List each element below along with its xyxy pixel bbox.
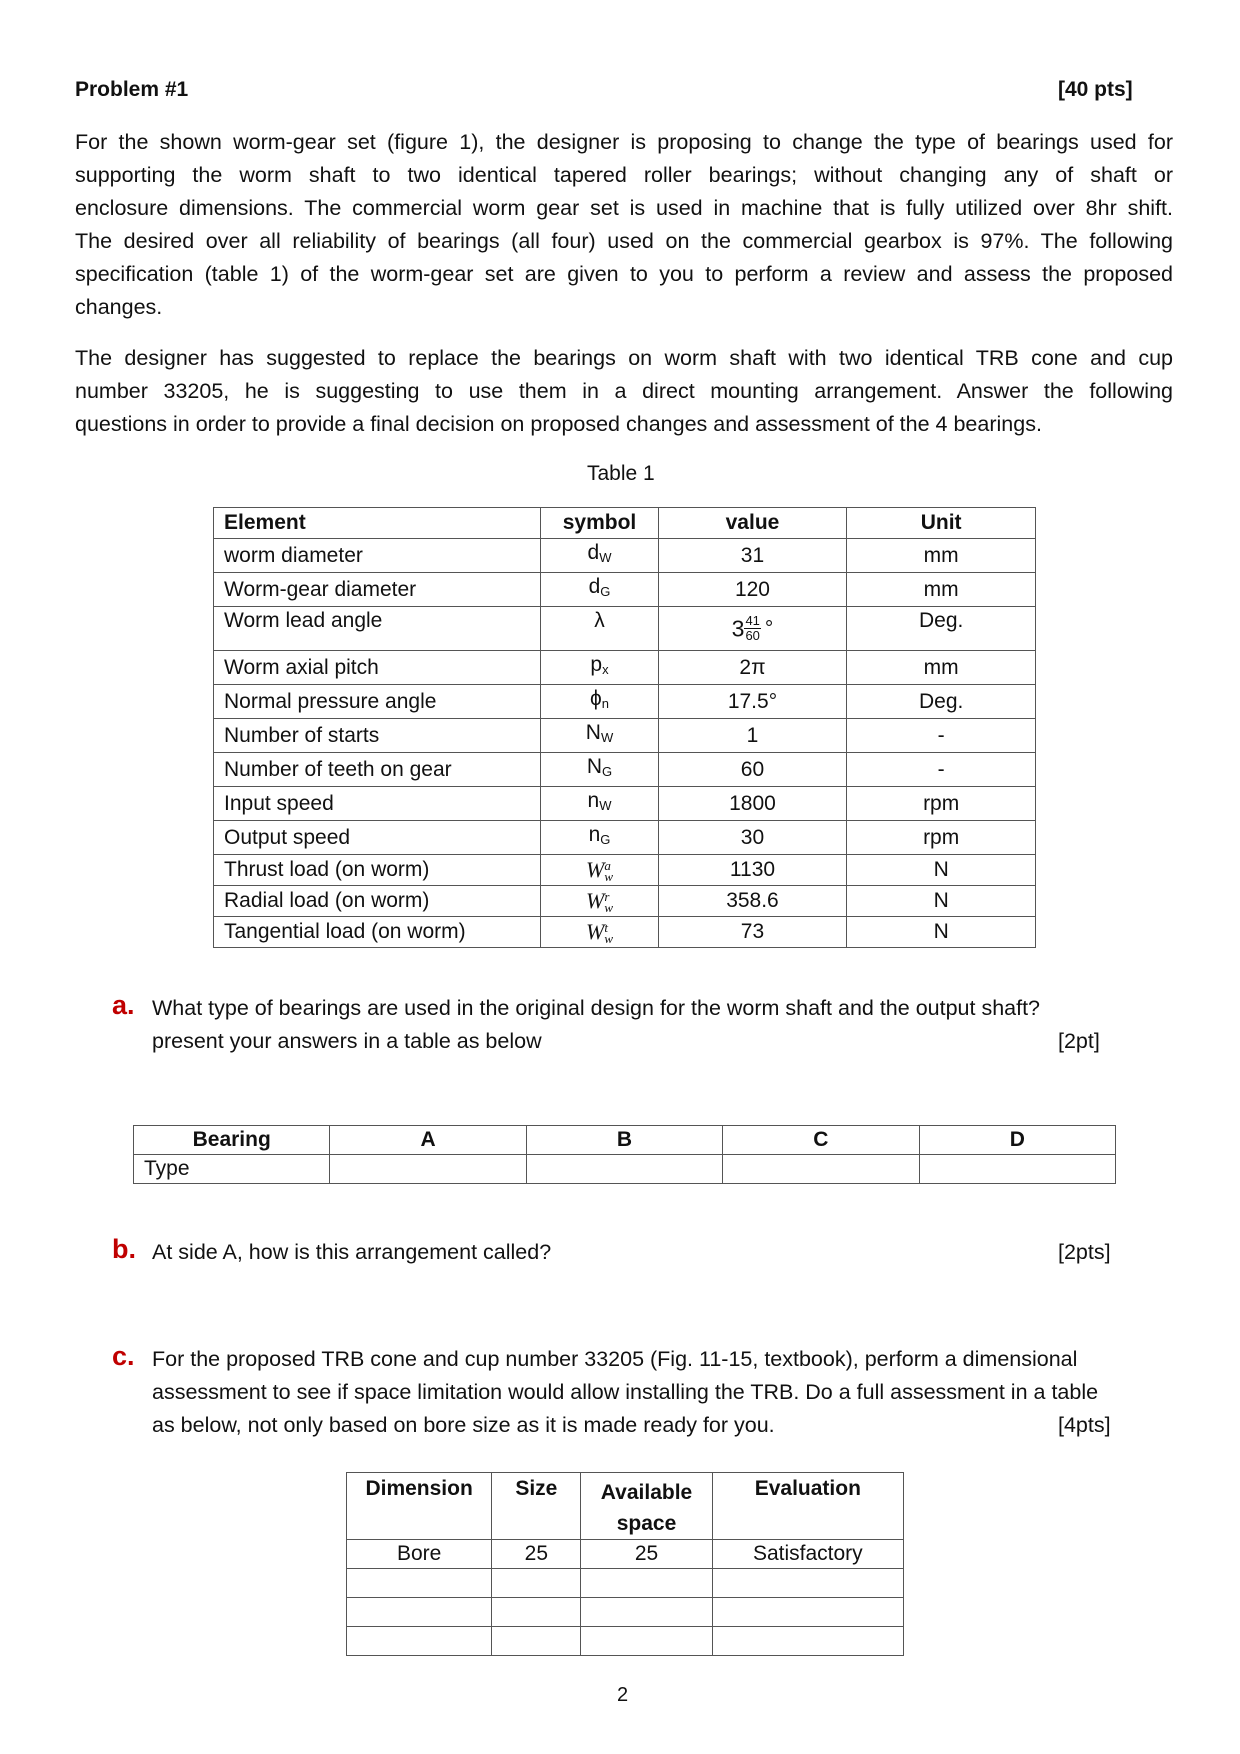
question-c-points: [4pts] bbox=[1058, 1413, 1111, 1437]
page-number: 2 bbox=[617, 1684, 629, 1706]
problem-title: Problem #1 bbox=[75, 78, 189, 101]
cell-symbol bbox=[541, 651, 658, 685]
value-degree: ° bbox=[764, 616, 774, 640]
cell-value: 73 bbox=[658, 917, 847, 948]
symbol-base: W bbox=[586, 918, 605, 944]
header-c: C bbox=[723, 1126, 919, 1155]
cell-value: 120 bbox=[658, 573, 847, 607]
intro-line: number 33205, he is suggesting to use them in a direct mounting arrangement. Answer the following bbox=[75, 379, 1173, 403]
fraction-numerator: 41 bbox=[745, 613, 760, 628]
cell-symbol bbox=[541, 886, 658, 917]
table-row bbox=[347, 1627, 904, 1656]
table-row bbox=[214, 855, 1036, 886]
header-size: Size bbox=[492, 1473, 581, 1540]
symbol-base: W bbox=[586, 887, 605, 913]
symbol-base: ϕ bbox=[590, 687, 602, 710]
intro-line: enclosure dimensions. The commercial worm gear set is used in machine that is fully utilized over 8hr shift. bbox=[75, 196, 1173, 220]
cell-unit: mm bbox=[847, 651, 1036, 685]
cell-available-space: 25 bbox=[581, 1540, 712, 1569]
value-whole: 3 bbox=[731, 615, 745, 642]
value-fraction bbox=[744, 614, 760, 643]
intro-line: changes. bbox=[75, 295, 163, 319]
symbol-base: p bbox=[590, 653, 603, 676]
cell-dimension: Bore bbox=[347, 1540, 492, 1569]
dimension-assessment-table bbox=[346, 1472, 904, 1656]
question-a-points: [2pt] bbox=[1058, 1029, 1100, 1053]
intro-line: specification (table 1) of the worm-gear set are given to you to perform a review and assess the proposed bbox=[75, 262, 1173, 286]
symbol-sub: W bbox=[599, 550, 612, 565]
table-row bbox=[214, 651, 1036, 685]
symbol-sub: W bbox=[599, 798, 612, 813]
symbol-sub: G bbox=[600, 832, 611, 847]
math-symbol bbox=[586, 856, 613, 885]
header-a: A bbox=[330, 1126, 526, 1155]
symbol-sup: r bbox=[604, 889, 610, 905]
symbol-sup: a bbox=[604, 858, 611, 874]
question-b bbox=[112, 1234, 136, 1265]
symbol-base: N bbox=[586, 755, 603, 778]
fraction-denominator: 60 bbox=[745, 628, 760, 643]
cell-symbol: λ bbox=[541, 607, 658, 651]
cell-size: 25 bbox=[492, 1540, 581, 1569]
cell-symbol bbox=[541, 685, 658, 719]
table-header-row bbox=[134, 1126, 1116, 1155]
bearing-type-table bbox=[133, 1125, 1116, 1184]
cell-symbol bbox=[541, 753, 658, 787]
table-row bbox=[214, 753, 1036, 787]
cell-element: worm diameter bbox=[214, 539, 541, 573]
cell-element: Input speed bbox=[214, 787, 541, 821]
cell-element: Number of starts bbox=[214, 719, 541, 753]
table-row bbox=[214, 886, 1036, 917]
answer-cell-a[interactable] bbox=[330, 1155, 526, 1184]
intro-paragraph-1 bbox=[75, 126, 1173, 324]
cell-element: Radial load (on worm) bbox=[214, 886, 541, 917]
row-label-type: Type bbox=[134, 1155, 330, 1184]
cell-unit: N bbox=[847, 917, 1036, 948]
cell-element: Worm-gear diameter bbox=[214, 573, 541, 607]
cell-value: 17.5° bbox=[658, 685, 847, 719]
table-row bbox=[347, 1569, 904, 1598]
cell-unit: mm bbox=[847, 539, 1036, 573]
question-c-line1: For the proposed TRB cone and cup number 33205 (Fig. 11-15, textbook), perform a dimensional bbox=[152, 1347, 1078, 1371]
table-row bbox=[214, 917, 1036, 948]
cell-unit: N bbox=[847, 886, 1036, 917]
symbol-base: W bbox=[586, 856, 605, 882]
cell-symbol bbox=[541, 573, 658, 607]
symbol-sub: w bbox=[604, 931, 613, 947]
question-c-line2: assessment to see if space limitation would allow installing the TRB. Do a full assessment in a table bbox=[152, 1380, 1099, 1404]
table-row bbox=[214, 573, 1036, 607]
cell-unit: mm bbox=[847, 573, 1036, 607]
cell-element: Tangential load (on worm) bbox=[214, 917, 541, 948]
cell-element: Number of teeth on gear bbox=[214, 753, 541, 787]
header-element: Element bbox=[214, 508, 541, 539]
cell-value: 30 bbox=[658, 821, 847, 855]
cell-dimension[interactable] bbox=[347, 1598, 492, 1627]
symbol-base: d bbox=[588, 575, 601, 598]
cell-value: 1 bbox=[658, 719, 847, 753]
cell-evaluation[interactable] bbox=[712, 1598, 903, 1627]
table-row bbox=[347, 1540, 904, 1569]
symbol-sub: W bbox=[600, 730, 614, 745]
cell-symbol bbox=[541, 787, 658, 821]
cell-dimension[interactable] bbox=[347, 1627, 492, 1656]
table-header-row bbox=[214, 508, 1036, 539]
math-symbol bbox=[586, 887, 613, 916]
symbol-sub: w bbox=[604, 869, 613, 885]
table-row bbox=[347, 1598, 904, 1627]
cell-element: Thrust load (on worm) bbox=[214, 855, 541, 886]
table-row bbox=[214, 787, 1036, 821]
specification-table bbox=[213, 507, 1036, 948]
symbol-base: n bbox=[588, 823, 601, 846]
cell-element: Normal pressure angle bbox=[214, 685, 541, 719]
header-symbol: symbol bbox=[541, 508, 658, 539]
question-a-line1: What type of bearings are used in the original design for the worm shaft and the output shaft? bbox=[152, 996, 1041, 1020]
cell-value: 358.6 bbox=[658, 886, 847, 917]
cell-value: 60 bbox=[658, 753, 847, 787]
question-a-label: a. bbox=[112, 990, 135, 1020]
question-c-line3: as below, not only based on bore size as it is made ready for you. bbox=[152, 1413, 775, 1437]
symbol-sub: x bbox=[602, 662, 609, 677]
intro-line: supporting the worm shaft to two identical tapered roller bearings; without changing any of shaft or bbox=[75, 163, 1173, 187]
table-header-row bbox=[347, 1473, 904, 1540]
symbol-base: d bbox=[587, 541, 600, 564]
question-b-points: [2pts] bbox=[1058, 1240, 1111, 1264]
header-b: B bbox=[526, 1126, 722, 1155]
cell-size[interactable] bbox=[492, 1569, 581, 1598]
header-evaluation: Evaluation bbox=[712, 1473, 903, 1540]
header-available-space: Available space bbox=[581, 1473, 712, 1540]
symbol-sub: G bbox=[600, 584, 611, 599]
symbol-sup: t bbox=[604, 920, 608, 936]
question-b-label: b. bbox=[112, 1234, 136, 1264]
cell-available-space[interactable] bbox=[581, 1598, 712, 1627]
symbol-base: N bbox=[585, 721, 601, 744]
symbol-sub: n bbox=[601, 696, 609, 711]
header-bearing: Bearing bbox=[134, 1126, 330, 1155]
cell-symbol bbox=[541, 539, 658, 573]
answer-cell-c[interactable] bbox=[723, 1155, 919, 1184]
math-symbol bbox=[586, 918, 613, 947]
cell-evaluation[interactable] bbox=[712, 1569, 903, 1598]
question-c-label: c. bbox=[112, 1341, 135, 1371]
header-value: value bbox=[658, 508, 847, 539]
cell-symbol bbox=[541, 855, 658, 886]
question-a bbox=[112, 990, 135, 1021]
cell-dimension[interactable] bbox=[347, 1569, 492, 1598]
intro-line: For the shown worm-gear set (figure 1), the designer is proposing to change the type of bearings used for bbox=[75, 130, 1173, 154]
symbol-base: n bbox=[587, 789, 600, 812]
intro-line: The designer has suggested to replace the bearings on worm shaft with two identical TRB cone and cup bbox=[75, 346, 1173, 370]
cell-symbol bbox=[541, 917, 658, 948]
cell-available-space[interactable] bbox=[581, 1627, 712, 1656]
cell-unit: Deg. bbox=[847, 685, 1036, 719]
intro-paragraph-2 bbox=[75, 342, 1173, 441]
symbol-sub: w bbox=[604, 900, 613, 916]
answer-cell-d[interactable] bbox=[919, 1155, 1115, 1184]
cell-unit: - bbox=[847, 719, 1036, 753]
symbol-sub: G bbox=[602, 764, 613, 779]
header-unit: Unit bbox=[847, 508, 1036, 539]
cell-size[interactable] bbox=[492, 1598, 581, 1627]
header-d: D bbox=[919, 1126, 1115, 1155]
cell-element: Output speed bbox=[214, 821, 541, 855]
question-c bbox=[112, 1341, 135, 1372]
cell-symbol bbox=[541, 821, 658, 855]
cell-evaluation: Satisfactory bbox=[712, 1540, 903, 1569]
cell-element: Worm lead angle bbox=[214, 607, 541, 651]
cell-available-space[interactable] bbox=[581, 1569, 712, 1598]
question-b-text: At side A, how is this arrangement called? bbox=[152, 1240, 552, 1264]
header-dimension: Dimension bbox=[347, 1473, 492, 1540]
cell-value: 31 bbox=[658, 539, 847, 573]
cell-value bbox=[658, 607, 847, 651]
table-row bbox=[214, 821, 1036, 855]
cell-value: 1130 bbox=[658, 855, 847, 886]
intro-line: questions in order to provide a final decision on proposed changes and assessment of the 4 bearings. bbox=[75, 412, 1042, 436]
table-row bbox=[134, 1155, 1116, 1184]
cell-evaluation[interactable] bbox=[712, 1627, 903, 1656]
cell-unit: N bbox=[847, 855, 1036, 886]
cell-value: 2π bbox=[658, 651, 847, 685]
cell-unit: rpm bbox=[847, 787, 1036, 821]
problem-points: [40 pts] bbox=[1058, 78, 1133, 101]
cell-symbol bbox=[541, 719, 658, 753]
table-row bbox=[214, 607, 1036, 651]
cell-unit: rpm bbox=[847, 821, 1036, 855]
table1-caption: Table 1 bbox=[587, 462, 655, 485]
cell-element: Worm axial pitch bbox=[214, 651, 541, 685]
table-row bbox=[214, 539, 1036, 573]
intro-line: The desired over all reliability of bearings (all four) used on the commercial gearbox is 97%. The following bbox=[75, 229, 1173, 253]
cell-value: 1800 bbox=[658, 787, 847, 821]
table-row bbox=[214, 685, 1036, 719]
cell-size[interactable] bbox=[492, 1627, 581, 1656]
cell-unit: - bbox=[847, 753, 1036, 787]
table-row bbox=[214, 719, 1036, 753]
question-a-line2: present your answers in a table as below bbox=[152, 1029, 542, 1053]
answer-cell-b[interactable] bbox=[526, 1155, 722, 1184]
cell-unit: Deg. bbox=[847, 607, 1036, 651]
